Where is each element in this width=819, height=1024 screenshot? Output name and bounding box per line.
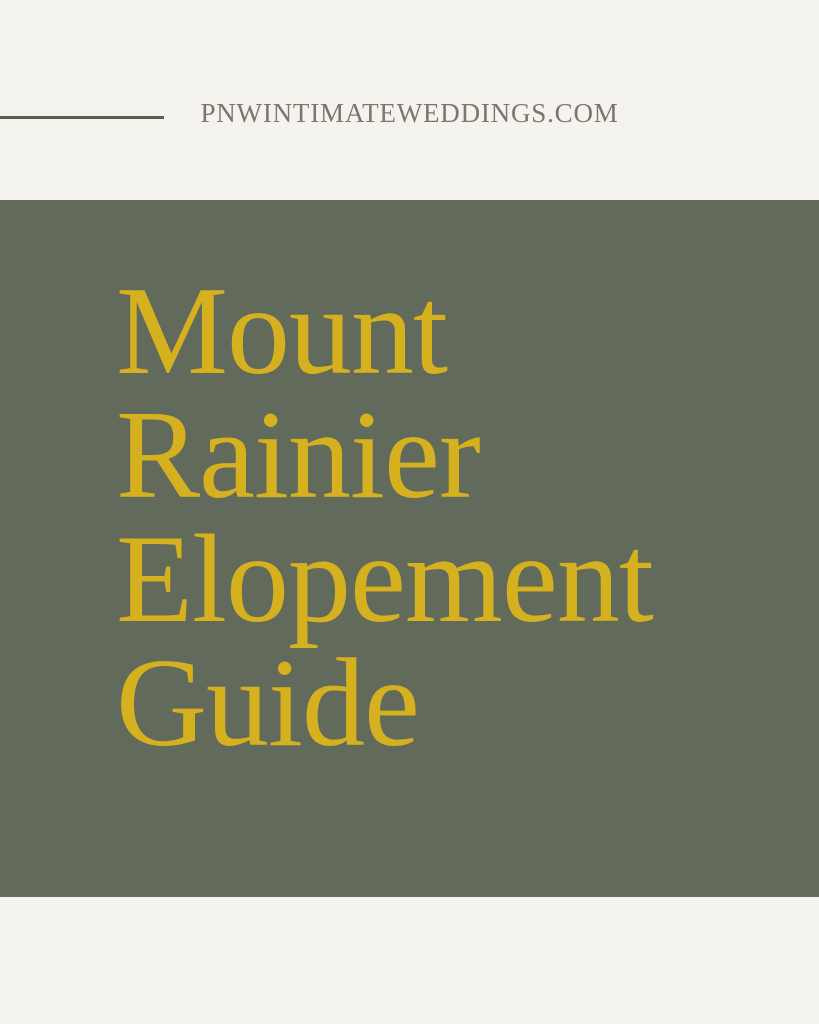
footer-spacer <box>0 897 819 1024</box>
title-line-2: Rainier <box>116 386 480 525</box>
title-line-4: Guide <box>116 634 419 773</box>
website-url: PNWINTIMATEWEDDINGS.COM <box>200 98 619 128</box>
header <box>0 0 819 200</box>
title-line-3: Elopement <box>116 510 653 649</box>
title-panel <box>0 200 819 897</box>
page-title <box>116 262 653 773</box>
title-line-1: Mount <box>116 262 448 401</box>
